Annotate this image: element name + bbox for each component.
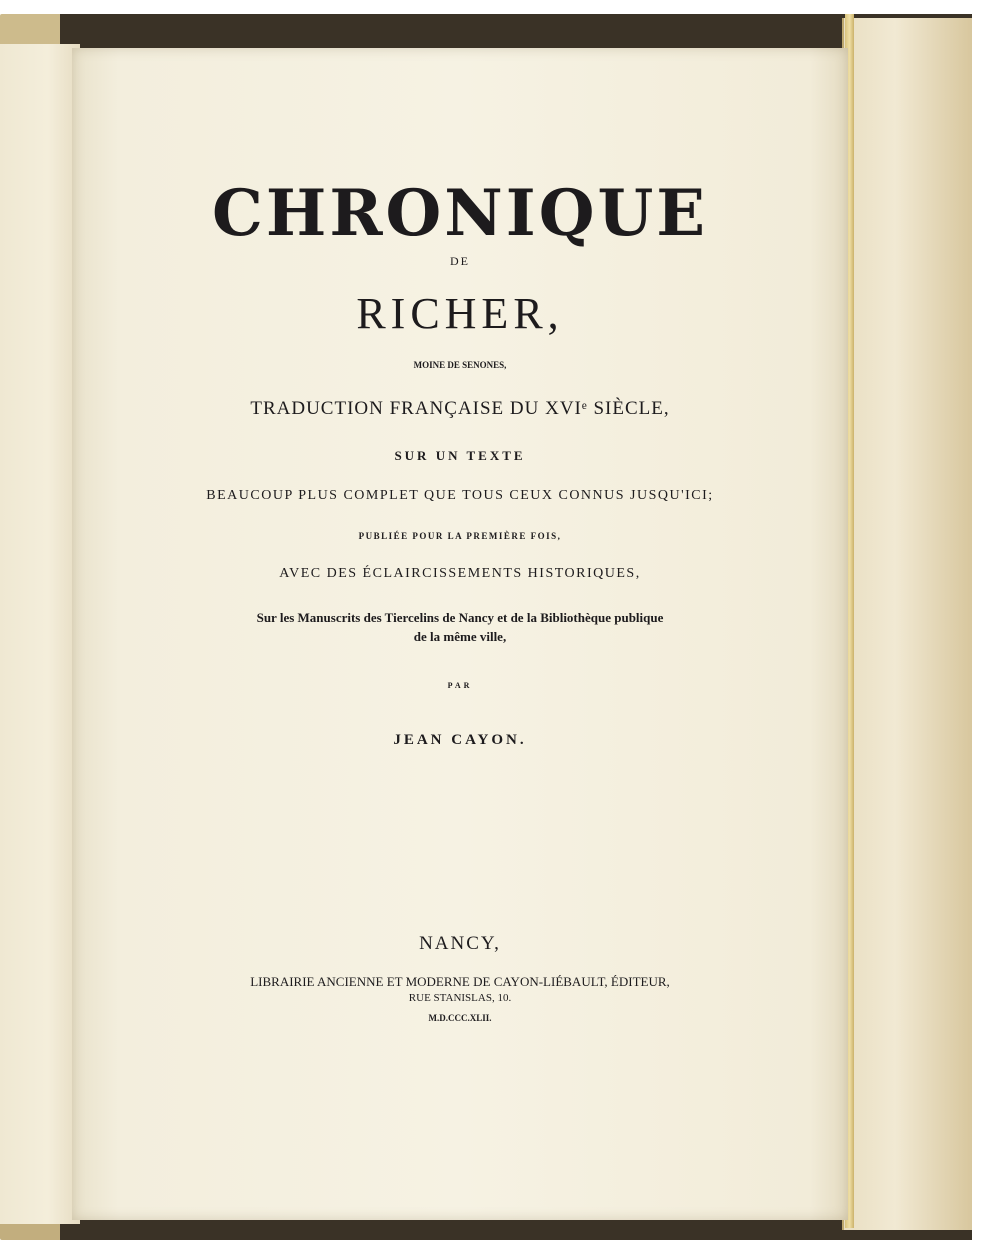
imprint-publisher: LIBRAIRIE ANCIENNE ET MODERNE DE CAYON-LIÉBAULT, ÉDITEUR, — [250, 974, 670, 989]
first-publication-line: PUBLIÉE POUR LA PREMIÈRE FOIS, — [358, 531, 562, 541]
par-line: PAR — [447, 681, 473, 690]
imprint-city: NANCY, — [419, 933, 501, 954]
manuscripts-line-2: de la même ville, — [413, 629, 507, 644]
sur-un-texte-line: SUR UN TEXTE — [394, 448, 526, 463]
subject-name: RICHER, — [356, 289, 564, 338]
imprint-address: RUE STANISLAS, 10. — [408, 992, 512, 1004]
imprint-year: M.D.CCC.XLII. — [428, 1013, 492, 1023]
right-cover-flap — [842, 18, 972, 1230]
editor-name: JEAN CAYON. — [393, 732, 527, 748]
title-page — [72, 48, 848, 1220]
title-connector: DE — [450, 254, 470, 268]
completeness-line: BEAUCOUP PLUS COMPLET QUE TOUS CEUX CONNUS JUSQU'ICI; — [206, 488, 714, 503]
subject-descriptor: MOINE DE SENONES, — [413, 360, 507, 370]
translation-line: TRADUCTION FRANÇAISE DU XVIᵉ SIÈCLE, — [250, 398, 670, 419]
left-page-edge — [0, 44, 80, 1224]
manuscripts-line-1: Sur les Manuscrits des Tiercelins de Nancy et de la Bibliothèque publique — [256, 610, 664, 625]
main-title: CHRONIQUE — [211, 176, 709, 251]
clarifications-line: AVEC DES ÉCLAIRCISSEMENTS HISTORIQUES, — [279, 566, 641, 581]
